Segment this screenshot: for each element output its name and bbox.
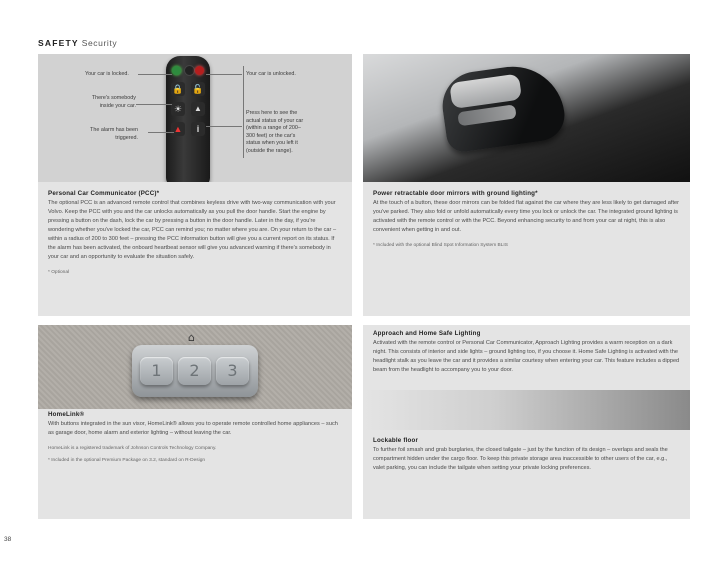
- home-icon: ⌂: [188, 331, 195, 344]
- page-header: [38, 38, 117, 48]
- approach-panel: [363, 325, 690, 519]
- homelink-title: HomeLink®: [48, 411, 85, 418]
- pcc-panel: [38, 54, 352, 316]
- cargo-image: [363, 390, 690, 430]
- subsection-title: Security: [81, 38, 118, 48]
- page-number: 38: [4, 536, 12, 543]
- door-mirror-icon: [438, 60, 568, 154]
- pcc-title: Personal Car Communicator (PCC)*: [48, 190, 160, 197]
- callout-press-here: Press here to see the actual status of your car (within a range of 200– 300 feet) or the car's status when you left it (outside the range).: [246, 110, 304, 154]
- pcc-body: The optional PCC is an advanced remote control that combines keyless drive with two-way communication with your Volvo. Keep the PCC with you and the car unlocks automatically as you pull the door handle. Start the engine by pressing a button on the dash, lock the car by pressing a button in the door handle. Later in the day, if you're wondering whether you've locked the car, PCC can remind you; no matter where you are. On your return to the car – within a radius of 200 to 300 feet – pressing the PCC information button will give you a current report on its status. If the alarm has been activated, the onboard heartbeat sensor will give you advanced warning if there's somebody in your car and an opportunity to evaluate the situation safely.: [48, 200, 337, 260]
- pcc-key-fob-icon: [166, 56, 210, 182]
- callout-locked: Your car is locked.: [85, 71, 129, 77]
- callout-somebody-inside: There's somebody inside your car.: [91, 95, 136, 109]
- homelink-button-3[interactable]: 3: [216, 357, 249, 385]
- pcc-note: * Optional: [48, 270, 70, 275]
- approach-body: Activated with the remote control or Personal Car Communicator, Approach Lighting provides a warm reception on a dark night. This consists of interior and side lights – ground lighting too, if you choose it. Home Safe Lighting is activated with the headlight stalk as you leave the car and it provides a similar courtesy when entering your car. This feature includes a dipped beam from the headlight to accompany you to your door.: [373, 340, 680, 373]
- homelink-note: * Included in the optional Premium Package on 3.2, standard on R-Design: [48, 458, 206, 463]
- mirrors-title: Power retractable door mirrors with ground lighting*: [373, 190, 538, 197]
- homelink-button-1[interactable]: 1: [140, 357, 173, 385]
- homelink-image: [38, 325, 352, 409]
- floor-title: Lockable floor: [373, 437, 419, 444]
- pcc-text: [48, 189, 342, 277]
- mirrors-note: * Included with the optional Blind Spot Information System BLIS: [373, 243, 508, 248]
- homelink-text: [48, 410, 342, 465]
- mirrors-panel: [363, 54, 690, 316]
- homelink-panel: [38, 325, 352, 519]
- homelink-body: With buttons integrated in the sun visor, HomeLink® allows you to operate remote controlled home appliances – such as garage door, home alarm and exterior lighting – without leaving the car.: [48, 421, 338, 436]
- callout-unlocked: Your car is unlocked.: [246, 71, 296, 77]
- floor-body: To further foil smash and grab burglaries, the closed tailgate – just by the function of its design – overlaps and seals the compartment hidden under the cargo floor. To keep this private storage area inaccessible to other users of the car, e.g., valet parking, you can include the tailgate when setting your private locking preferences.: [373, 447, 668, 471]
- mirrors-text: [373, 189, 680, 250]
- light-icon: ☀: [171, 102, 185, 116]
- mirrors-body: At the touch of a button, these door mirrors can be folded flat against the car where they are less likely to get damaged after you've parked. They also fold or unfold automatically every time you lock or unlock the car. The integrated ground lighting is activated with the remote control or with the PCC. Beyond enhancing security to and from your car at night, this is also convenient when getting in and out.: [373, 200, 679, 233]
- car-icon: ▲: [191, 102, 205, 116]
- panic-icon: ▲: [171, 122, 185, 136]
- unlock-icon: 🔓: [192, 84, 204, 94]
- homelink-trademark: HomeLink is a registered trademark of Johnson Controls Technology Company.: [48, 446, 217, 451]
- pcc-image: [38, 54, 352, 182]
- info-icon: i: [191, 122, 205, 136]
- approach-title: Approach and Home Safe Lighting: [373, 330, 481, 337]
- section-title: SAFETY: [38, 38, 79, 48]
- approach-text: [373, 329, 680, 375]
- floor-text: [373, 436, 680, 473]
- mirror-image: [363, 54, 690, 182]
- lock-icon: 🔒: [172, 84, 184, 94]
- callout-alarm: The alarm has been triggered.: [90, 127, 138, 141]
- homelink-button-2[interactable]: 2: [178, 357, 211, 385]
